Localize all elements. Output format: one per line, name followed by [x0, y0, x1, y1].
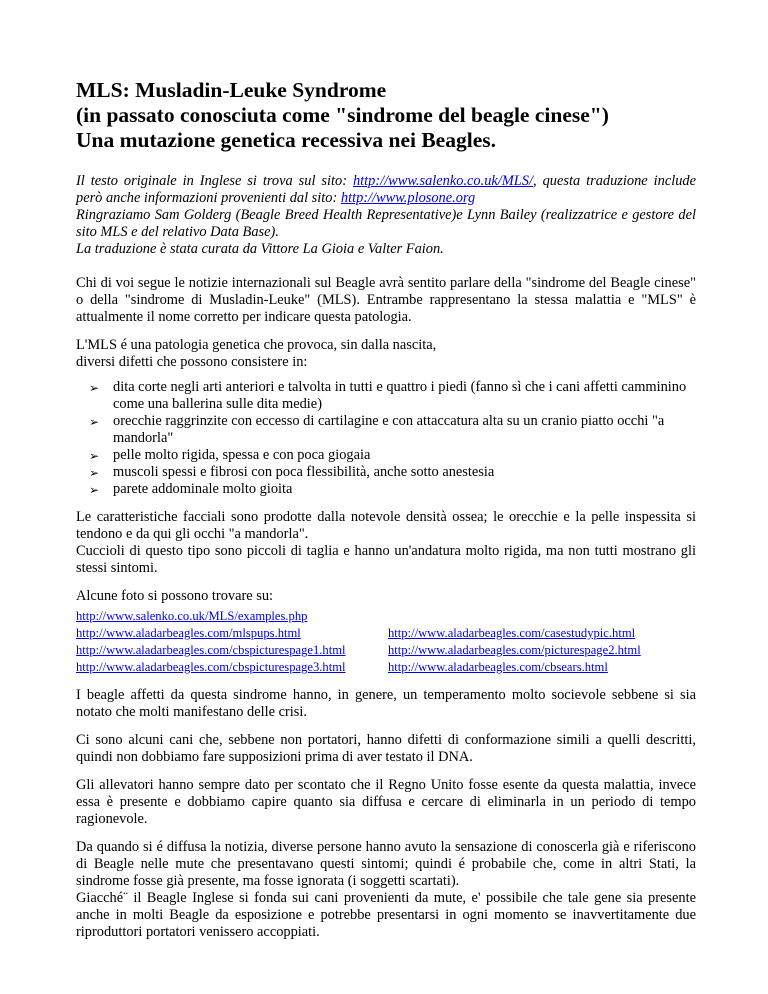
- photos-intro: Alcune foto si possono trovare su:: [76, 588, 274, 604]
- photo-link[interactable]: http://www.aladarbeagles.com/cbspicturespage3.html: [76, 660, 346, 674]
- paragraph-dna: Ci sono alcuni cani che, sebbene non portatori, hanno difetti di conformazione simili a quelli descritti, quindi non dobbiamo fare supposizioni prima di aver testato il DNA.: [76, 732, 696, 765]
- photo-link[interactable]: http://www.aladarbeagles.com/cbspicturespage1.html: [76, 643, 346, 657]
- intro-block: [76, 173, 696, 258]
- symptom-list: [76, 379, 696, 498]
- link-row: [76, 625, 696, 642]
- paragraph-intro: Chi di voi segue le notizie internazionali sul Beagle avrà sentito parlare della "sindrome del Beagle cinese" o della "sindrome di Musladin-Leuke" (MLS). Entrambe rappresentano la stessa malattia e "MLS" è attualmente il nome corretto per indicare questa patologia.: [76, 275, 696, 325]
- list-item: ➢ dita corte negli arti anteriori e talvolta in tutti e quattro i piedi (fanno sì che i cani affetti camminino come una ballerina sulle dita medie): [89, 379, 687, 412]
- arrow-bullet-icon: ➢: [89, 381, 100, 395]
- title-line-3: Una mutazione genetica recessiva nei Beagles.: [76, 128, 496, 152]
- intro-source: Il testo originale in Inglese si trova sul sito: http://www.salenko.co.uk/MLS/, questa traduzione include però anche informazioni provenienti dal sito: http://www.plosone.org: [76, 173, 696, 206]
- paragraph-temperament: I beagle affetti da questa sindrome hanno, in genere, un temperamento molto socievole sebbene si sia notato che molti manifestano delle crisi.: [76, 687, 696, 720]
- document-page: [76, 78, 696, 941]
- intro-thanks: Ringraziamo Sam Golderg (Beagle Breed Health Representative)e Lynn Bailey (realizzatrice e gestore del sito MLS e del relativo Data Base).: [76, 207, 696, 240]
- list-item: ➢ orecchie raggrinzite con eccesso di cartilagine e con attaccatura alta su un cranio piatto occhi "a mandorla": [89, 413, 665, 446]
- arrow-bullet-icon: ➢: [89, 466, 100, 480]
- document-title: [76, 78, 696, 153]
- photo-link[interactable]: http://www.salenko.co.uk/MLS/examples.php: [76, 609, 308, 623]
- arrow-bullet-icon: ➢: [89, 449, 100, 463]
- photo-links: [76, 608, 696, 676]
- paragraph-history: Da quando si é diffusa la notizia, diverse persone hanno avuto la sensazione di conoscerla già e riferiscono di Beagle nelle mute che presentavano questi sintomi; quindi é probabile che, come in altri Stati, la sindrome fosse già presente, ma fosse ignorata (i soggetti scartati). Giacché¨ il Beagle Inglese si fonda sui cani provenienti da mute, e' possibile che tale gene sia presente anche in molti Beagle da esposizione e potrebbe presentarsi in ogni momento se inavvertitamente due riproduttori portatori venissero accoppiati.: [76, 839, 696, 940]
- title-line-1: MLS: Musladin-Leuke Syndrome: [76, 78, 387, 102]
- paragraph-uk: Gli allevatori hanno sempre dato per scontato che il Regno Unito fosse esente da questa malattia, invece essa è presente e dobbiamo capire quanto sia diffusa e cercare di eliminarla in un periodo di tempo ragionevole.: [76, 777, 696, 827]
- plosone-link[interactable]: http://www.plosone.org: [340, 190, 476, 206]
- photo-link[interactable]: http://www.aladarbeagles.com/mlspups.html: [76, 626, 301, 640]
- paragraph-facial: Le caratteristiche facciali sono prodotte dalla notevole densità ossea; le orecchie e la pelle inspessita si tendono e da qui gli occhi "a mandorla". Cuccioli di questo tipo sono piccoli di taglia e hanno un'andatura molto rigida, ma non tutti mostrano gli stessi sintomi.: [76, 509, 696, 576]
- link-row: [76, 659, 696, 676]
- photo-link[interactable]: http://www.aladarbeagles.com/casestudypic.html: [388, 626, 636, 640]
- photo-link[interactable]: http://www.aladarbeagles.com/cbsears.html: [388, 660, 608, 674]
- link-row: [76, 608, 696, 625]
- list-item: ➢ parete addominale molto gioita: [89, 481, 293, 497]
- paragraph-definition: L'MLS é una patologia genetica che provoca, sin dalla nascita, diversi difetti che possono consistere in:: [76, 337, 437, 370]
- title-line-2: (in passato conosciuta come "sindrome del beagle cinese"): [76, 103, 609, 127]
- salenko-link[interactable]: http://www.salenko.co.uk/MLS/: [352, 173, 533, 189]
- arrow-bullet-icon: ➢: [89, 483, 100, 497]
- list-item: ➢ muscoli spessi e fibrosi con poca flessibilità, anche sotto anestesia: [89, 464, 495, 480]
- intro-translators: La traduzione è stata curata da Vittore La Gioia e Valter Faion.: [76, 241, 444, 257]
- link-row: [76, 642, 696, 659]
- list-item: ➢ pelle molto rigida, spessa e con poca giogaia: [89, 447, 371, 463]
- arrow-bullet-icon: ➢: [89, 415, 100, 429]
- photo-link[interactable]: http://www.aladarbeagles.com/picturespage2.html: [388, 643, 641, 657]
